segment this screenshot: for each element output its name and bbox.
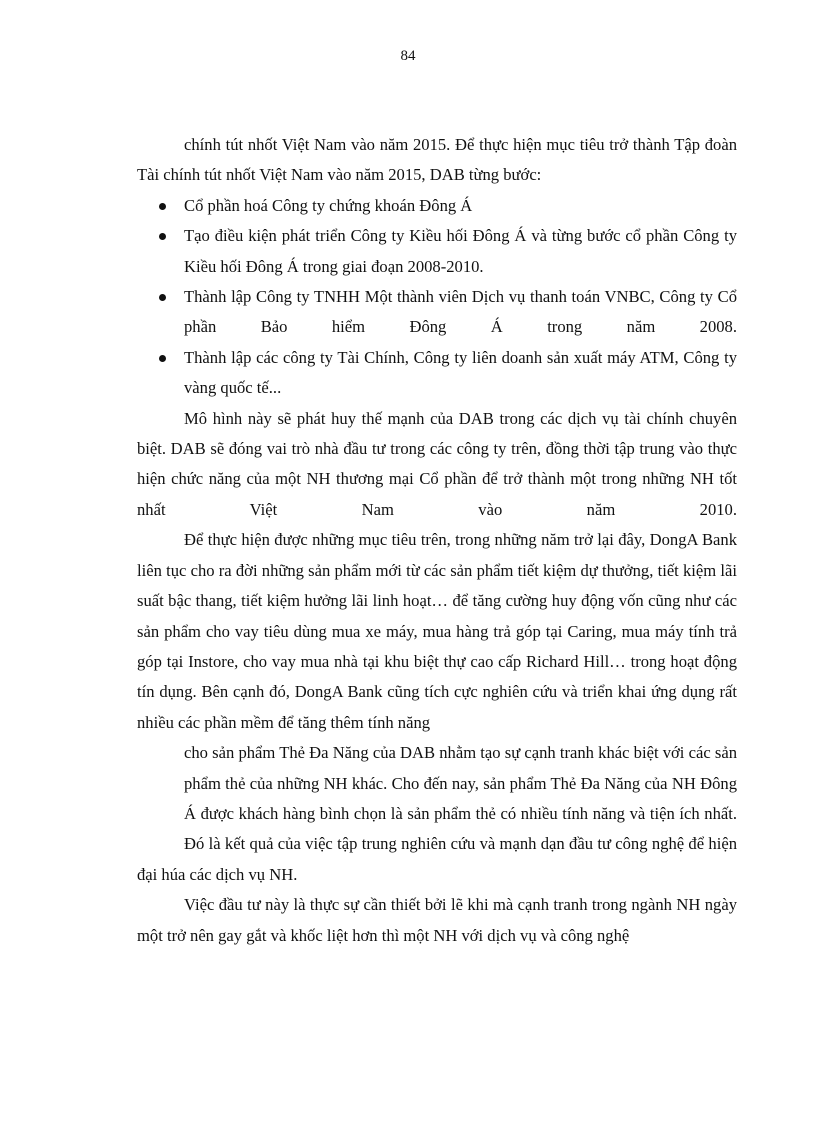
- paragraph-3: Để thực hiện được những mục tiêu trên, trong những năm trở lại đây, DongA Bank liên tục cho ra đời những sản phẩm mới từ các sản phẩm tiết kiệm dự thưởng, tiết kiệm lãi suất bậc thang, tiết kiệm hưởng lãi linh hoạt… để tăng cường huy động vốn cũng như các sản phẩm cho vay tiêu dùng mua xe máy, mua hàng trả góp tại Caring, mua máy tính trả góp tại Instore, cho vay mua nhà tại khu biệt thự cao cấp Richard Hill… trong hoạt động tín dụng. Bên cạnh đó, DongA Bank cũng tích cực nghiên cứu và triển khai ứng dụng rất nhiều các phần mềm để tăng thêm tính năng: [137, 530, 737, 732]
- bullet-list: [137, 191, 737, 404]
- bullet-item-3: Thành lập Công ty TNHH Một thành viên Dịch vụ thanh toán VNBC, Công ty Cổ phần Bảo hiểm Đông Á trong năm 2008.: [137, 282, 737, 343]
- bullet-item-1: Cổ phần hoá Công ty chứng khoán Đông Á: [137, 191, 737, 221]
- bullet-icon: [159, 355, 166, 362]
- paragraph-6: Việc đầu tư này là thực sự cần thiết bởi lẽ khi mà cạnh tranh trong ngành NH ngày một trở nên gay gắt và khốc liệt hơn thì một NH với dịch vụ và công nghệ: [137, 895, 737, 945]
- bullet-icon: [159, 294, 166, 301]
- bullet-icon: [159, 233, 166, 240]
- bullet-icon: [159, 203, 166, 210]
- bullet-item-4: Thành lập các công ty Tài Chính, Công ty liên doanh sản xuất máy ATM, Công ty vàng quốc tế...: [137, 343, 737, 404]
- page-number: 84: [400, 48, 416, 64]
- paragraph-1: chính tút nhốt Việt Nam vào năm 2015. Để thực hiện mục tiêu trở thành Tập đoàn Tài chính tút nhốt Việt Nam vào năm 2015, DAB từng bước:: [137, 135, 737, 185]
- paragraph-4: cho sản phẩm Thẻ Đa Năng của DAB nhằm tạo sự cạnh tranh khác biệt với các sản phẩm thẻ của những NH khác. Cho đến nay, sản phẩm Thẻ Đa Năng của NH Đông Á được khách hàng bình chọn là sản phẩm thẻ có nhiều tính năng và tiện ích nhất.: [184, 743, 737, 823]
- bullet-item-2: Tạo điều kiện phát triển Công ty Kiều hối Đông Á và từng bước cổ phần Công ty Kiều hối Đông Á trong giai đoạn 2008-2010.: [137, 221, 737, 282]
- paragraph-5: Đó là kết quả của việc tập trung nghiên cứu và mạnh dạn đầu tư công nghệ để hiện đại húa các dịch vụ NH.: [137, 834, 737, 884]
- paragraph-2: Mô hình này sẽ phát huy thế mạnh của DAB trong các dịch vụ tài chính chuyên biệt. DAB sẽ đóng vai trò nhà đầu tư trong các công ty trên, đồng thời tập trung vào thực hiện chức năng của một NH thương mại Cổ phần để trở thành một trong những NH tốt nhất Việt Nam vào năm 2010.: [137, 408, 737, 519]
- document-body: [137, 130, 737, 951]
